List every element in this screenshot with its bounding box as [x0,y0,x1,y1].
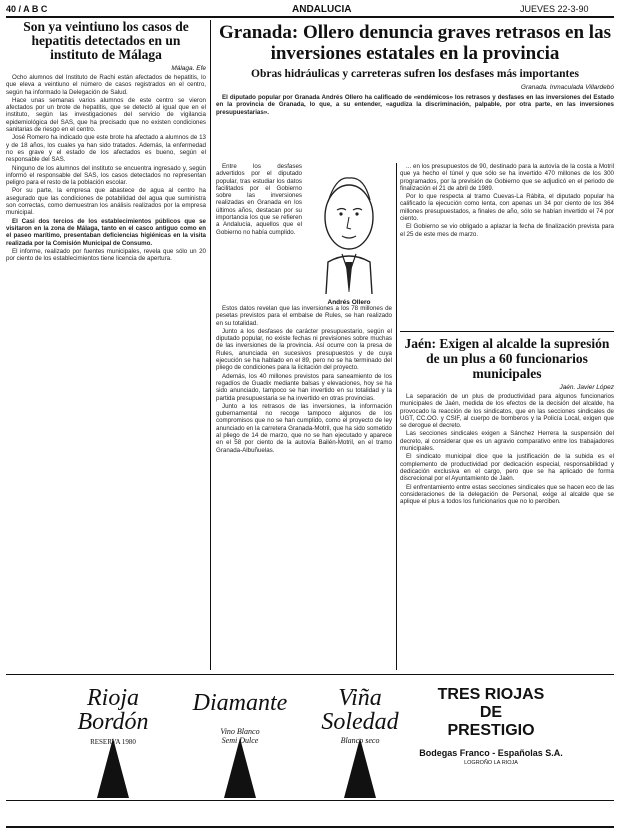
paragraph: Por su parte, la empresa que abastece de agua al centro ha asegurado que las condiciones de potabilidad del agua que suministra son correctas, como demuestran los análisis realizados por la empresa municipal. [6,187,206,217]
ad-brand-line2: Vino Blanco [220,727,260,736]
left-article-title: Son ya veintiuno los casos de hepatitis detectados en un instituto de Málaga [23,19,189,62]
header-rule [6,16,614,18]
ad-top-rule [6,674,614,675]
main-col2-body [400,163,614,239]
main-col1-top [216,163,302,237]
side-article-title: Jaén: Exigen al alcalde la supresión de un plus a 60 funcionarios municipales [404,336,610,381]
main-article-title: Granada: Ollero denuncia graves retrasos en las inversiones estatales en la provincia [219,22,611,64]
paragraph: ... en los presupuestos de 90, destinado para la autovía de la costa a Motril que ya hecho el túnel y que sólo se ha invertido 470 millones de los 300 programados, por la previsión de Gobierno que se adjudicó en el periodo de finalización el 21 de abril de 1989. [400,163,614,192]
glass-stem-shape [224,738,256,798]
ad-brand-line1: Rioja [87,685,139,711]
main-col1-body [216,305,392,455]
left-article-byline: Málaga. Efe [171,65,206,72]
ad-bottom-rule [6,800,614,801]
paragraph: Además, los 40 millones previstos para saneamiento de los regadíos de Guadix mediante balsas y elevaciones, hoy se ha sido anunciado, tampoco se han invertido en su totalidad y la partida presupuestaria se ha invertido en otras provincias. [216,372,392,402]
paragraph: Entre los desfases advertidos por el diputado popular, tras estudiar los datos facilitados por el Gobierno sobre las inversiones realizadas en Granada en los últimos años, destacan por su importancia los que se refieren a Andalucía, aquellos que el Gobierno no había cumplido. [216,163,302,236]
ad-diamante [180,680,300,798]
ad-headline-3: PRESTIGIO [447,722,535,739]
issue-date: JUEVES 22-3-90 [520,4,589,14]
paragraph: Por lo que respecta al tramo Cuevas-La Rábita, el diputado popular ha calificado la ejecución como lenta, con apenas un 34 por ciento de los 364 millones presupuestados, a finales de año, sólo se habían invertido el 74 por ciento. [400,193,614,223]
paragraph: José Romero ha indicado que este brote ha afectado a alumnos de 13 y de 18 años, los cuales ya han sido tratados. Además, la enfermedad no es grave y el estado de los afectados es bueno, según el responsable del SAS. [6,134,206,164]
photo-caption: Andrés Ollero [327,299,371,306]
column-divider [396,163,397,670]
ad-headline-2: DE [479,704,503,721]
portrait-illustration [306,162,392,294]
ad-vina-soledad [310,680,410,798]
ad-brand-line1: Diamante [192,690,288,716]
page-bottom-rule [6,826,614,828]
ad-brand-line2: Soledad [321,709,399,735]
main-article-byline: Granada. Inmaculada Villardebó [520,84,614,91]
ad-brand-line1: Viña [338,685,382,711]
ad-headline-1: TRES RIOJAS [437,686,545,703]
main-article-lead: El diputado popular por Granada Andrés Ollero ha calificado de «endémicos» los retrasos y desfases en las inversiones del Estado en la provincia de Granada, lo que, a su entender, «agudiza la discriminación, palpable, por otra parte, en las inversiones presupuestarias». [216,94,614,116]
paragraph: El informe, realizado por fuentes municipales, revela que sólo un 20 por ciento de los establecimientos tiene licencia de apertura. [6,247,206,263]
paragraph: La separación de un plus de productividad para algunos funcionarios municipales de Jaén, medida de los efectos de la decisión del alcalde, ha provocado la reacción de los sindicatos, que en las secciones sindicales de UGT, CC.OO. y CSIF, al cuerpo de bomberos y la Policía Local, exigen que se derogue el decreto. [400,393,614,430]
paragraph: El sindicato municipal dice que la justificación de la subida es el complemento de productividad por dedicación especial, responsabilidad y dedicación exclusiva en el cargo, pero que se ha aplicado de forma discrecional por el Ayuntamiento de Jaén. [400,453,614,483]
paragraph: El Gobierno se vio obligado a aplazar la fecha de finalización prevista para el 25 de este mes de marzo. [400,223,614,238]
glass-stem-shape [97,738,129,798]
paragraph: Las secciones sindicales exigen a Sánchez Herrera la suspensión del decreto, al considerar que es un agravio comparativo entre los trabajadores municipales. [400,430,614,453]
paragraph: Junto a los retrasos de las inversiones, la información gubernamental no recoge tampoco algunos de los compromisos que no se han cumplido, como el proyecto de ley anunciado en la carretera Granada-Motril, que ha sido sometido al pliego de 14 de marzo, que no se han ejecutado y aparece en el 58 por ciento de la autovía Bailén-Motril, en el tramo Granada-Albuñuelas. [216,402,392,454]
section-name: ANDALUCIA [292,4,352,15]
paragraph: Estos datos revelan que las inversiones a los 78 millones de pesetas previstos para el embalse de Rules, se han realizado en su totalidad. [216,305,392,327]
portrait-photo [306,162,392,307]
left-article [6,20,206,263]
paragraph: El enfrentamiento entre estas secciones sindicales que se hacen eco de las consideraciones de la delegación de Personal, exige al alcalde que se aplique el plus a todos los funcionarios que no lo perciben. [400,483,614,506]
section-rule [400,331,614,332]
ad-tagline: RESERVA 1980 [90,738,136,746]
page-number: 40 / A B C [6,4,48,14]
ad-brand-line2: Bordón [77,709,149,735]
ad-rioja-bordon [58,680,168,798]
side-article-byline: Jaén. Javier López [559,384,614,391]
paragraph: Ocho alumnos del Instituto de Rachi están afectados de hepatitis, lo que eleva a veintiuno el número de casos registrados en el centro, según ha informado la Delegación de Salud. [6,74,206,96]
paragraph: Junto a los desfases de carácter presupuestario, según el diputado popular, no existe fechas ni previsiones sobre muchas de las inversiones de la provincia. Así ocurre con la presa de Rules, anunciada en sucesivos presupuestos y de cuya ejecución se ha hablado en el 89, pero no se ha terminado del pliego de condiciones para la licitación del proyecto. [216,327,392,372]
ad-brand-line3: Semi Dulce [221,736,259,745]
side-article [400,336,614,506]
left-article-body [6,74,206,262]
ad-brand-line3: Blanco seco [340,736,380,745]
ad-city: LOGROÑO LA RIOJA [464,760,518,766]
side-article-body [400,393,614,505]
glass-stem-shape [344,738,376,798]
ad-tres-riojas [416,680,566,798]
main-article [216,22,614,116]
paragraph: El Casi dos tercios de los establecimientos públicos que se visitaron en la zona de Málaga, tanto en el casco antiguo como en el paseo marítimo, presentaban deficiencias higiénicas en la visita realizada por la Comisión Municipal de Consumo. [6,217,206,247]
ad-company: Bodegas Franco - Españolas S.A. [419,748,563,758]
paragraph: Hace unas semanas varios alumnos de este centro se vieron afectados por un brote de hepatitis, que se detectó al igual que en el instituto, según las investigaciones del servicio de vigilancia epidemiológica del SAS, que ha precisado que no existen condiciones sanitarias de riesgo en el centro. [6,96,206,134]
main-article-subtitle: Obras hidráulicas y carreteras sufren los desfases más importantes [251,68,579,80]
column-divider [210,20,211,670]
paragraph: Ninguno de los alumnos del instituto se encuentra ingresado y, según informó el responsable del SAS, los casos detectados no representan peligro para el resto de la población escolar. [6,164,206,187]
